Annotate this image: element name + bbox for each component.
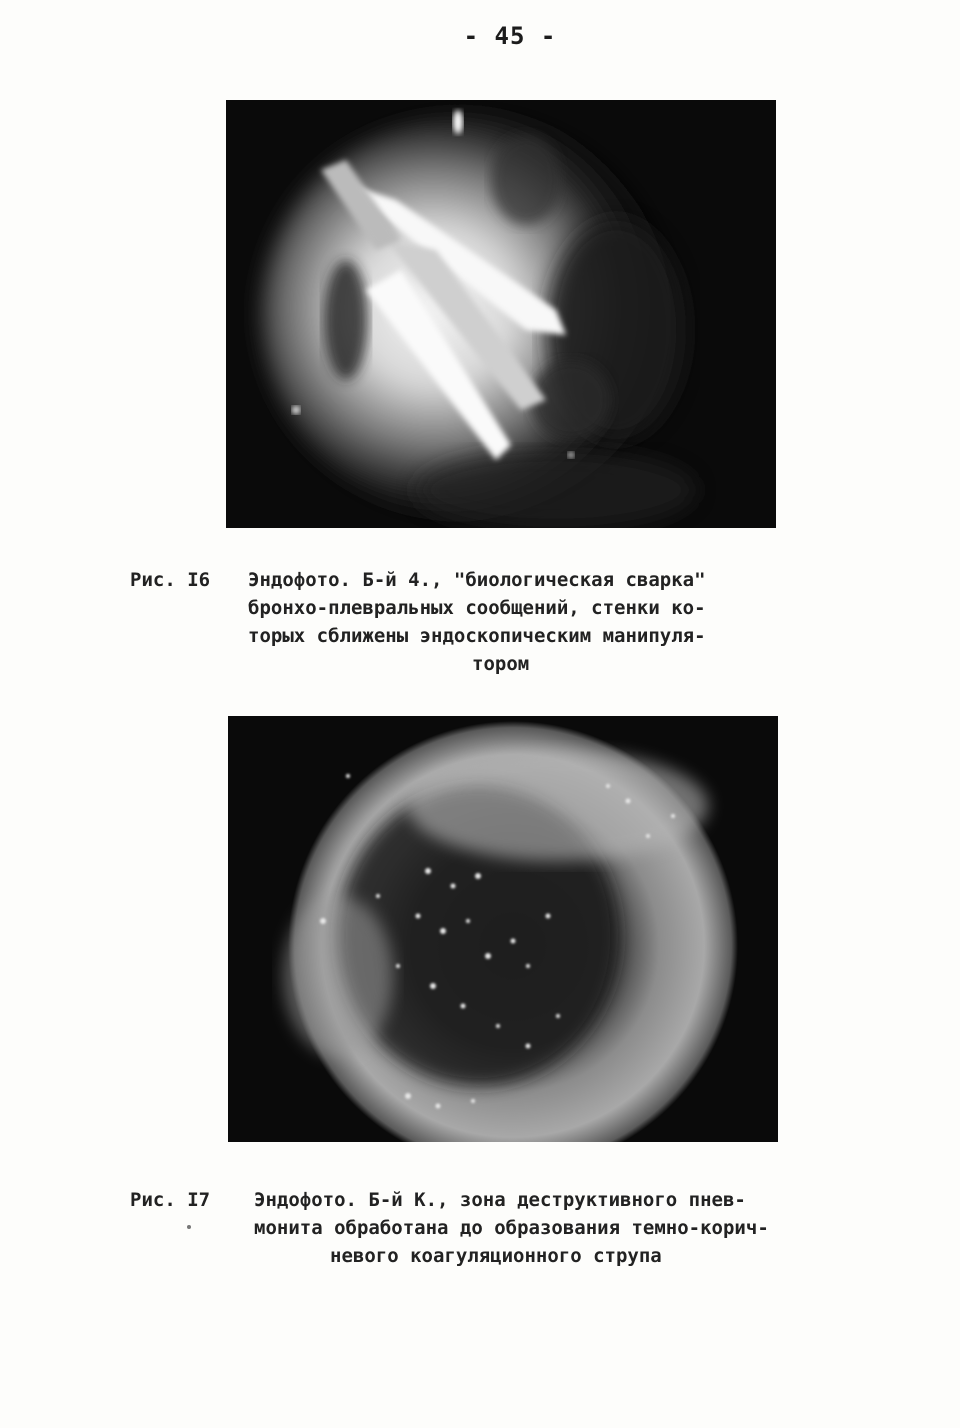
scan-speck	[187, 1225, 191, 1229]
figure-16-label: Рис. I6	[130, 569, 211, 591]
figure-16-caption-line: Эндофото. Б-й 4., "биологическая сварка"	[248, 569, 706, 591]
figure-16-caption-line: тором	[472, 653, 530, 675]
figure-17-caption	[130, 1186, 860, 1286]
figure-17-caption-line: монита обработана до образования темно-корич-	[254, 1217, 769, 1239]
figure-16-caption-line: бронхо-плевральных сообщений, стенки ко-	[248, 597, 706, 619]
endoscopic-photo-17-image	[228, 716, 778, 1142]
endoscopic-photo-16	[226, 100, 776, 528]
endoscopic-photo-17	[228, 716, 778, 1142]
figure-17-caption-line: Эндофото. Б-й К., зона деструктивного пнев-	[254, 1189, 746, 1211]
figure-17-caption-line: невого коагуляционного струпа	[330, 1245, 662, 1267]
page-number: - 45 -	[463, 22, 557, 50]
figure-16-caption-line: торых сближены эндоскопическим манипуля-	[248, 625, 706, 647]
figure-16-caption	[130, 566, 830, 696]
endoscopic-photo-16-image	[226, 100, 776, 528]
figure-17-label: Рис. I7	[130, 1189, 211, 1211]
